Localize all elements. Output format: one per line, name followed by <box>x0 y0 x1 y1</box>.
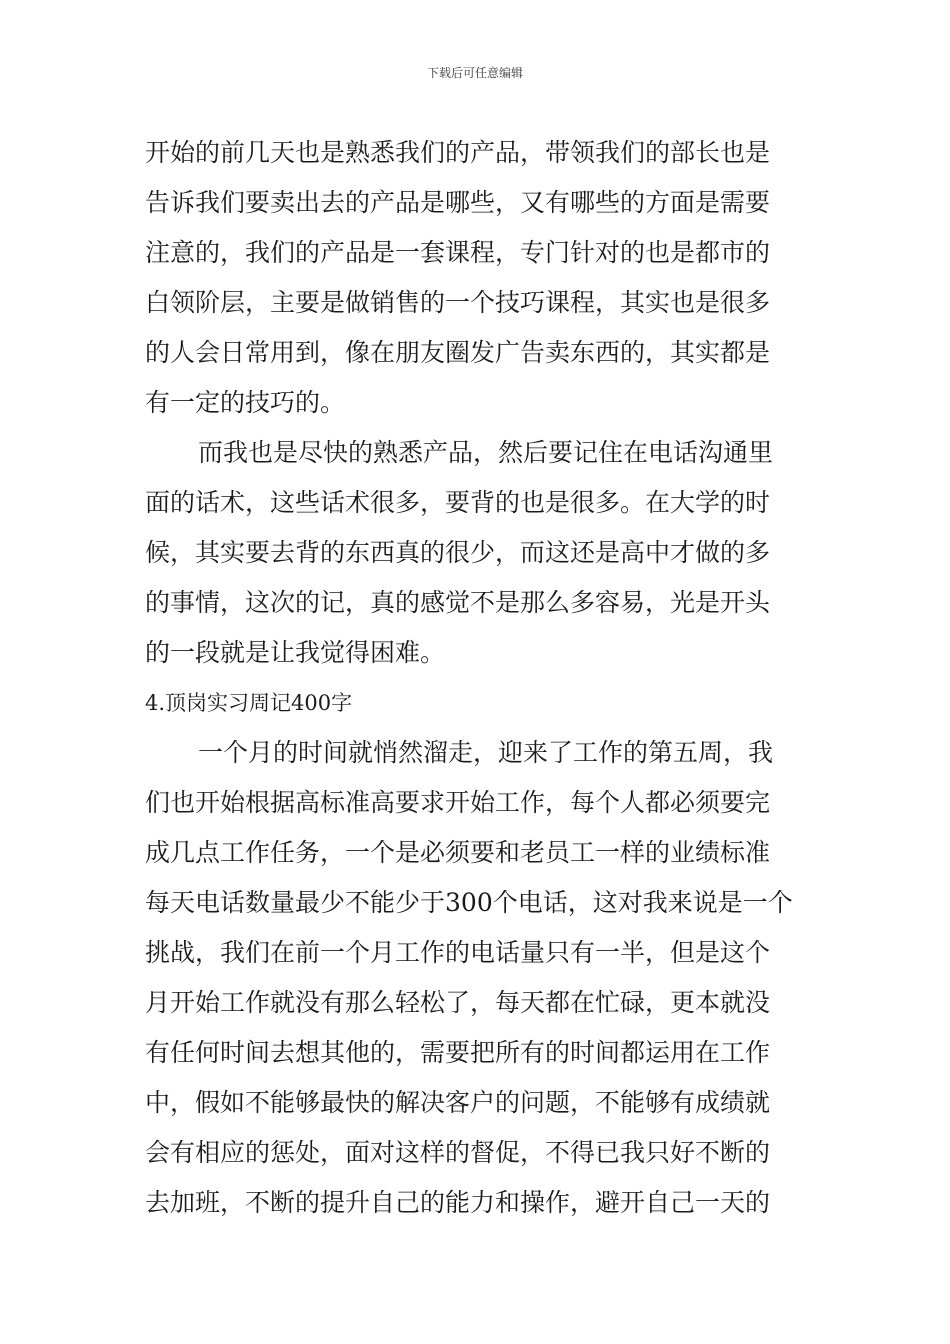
text-line: 告诉我们要卖出去的产品是哪些，又有哪些的方面是需要 <box>145 188 771 217</box>
text-line: 有一定的技巧的。 <box>145 388 346 417</box>
text-line: 注意的，我们的产品是一套课程，专门针对的也是都市的 <box>145 238 771 267</box>
text-line: 一个月的时间就悄然溜走，迎来了工作的第五周，我 <box>198 738 774 767</box>
text-line: 们也开始根据高标准高要求开始工作，每个人都必须要完 <box>145 788 771 817</box>
text-line: 每天电话数量最少不能少于300个电话，这对我来说是一个 <box>145 888 793 917</box>
text-line: 而我也是尽快的熟悉产品，然后要记住在电话沟通里 <box>198 438 774 467</box>
text-line: 会有相应的惩处，面对这样的督促，不得已我只好不断的 <box>145 1138 771 1167</box>
text-line: 开始的前几天也是熟悉我们的产品，带领我们的部长也是 <box>145 138 771 167</box>
section-heading: 4.顶岗实习周记400字 <box>145 691 353 715</box>
text-line: 挑战，我们在前一个月工作的电话量只有一半，但是这个 <box>145 938 771 967</box>
text-line: 成几点工作任务，一个是必须要和老员工一样的业绩标准 <box>145 838 771 867</box>
page-header: 下载后可任意编辑 <box>426 66 523 80</box>
text-line: 有任何时间去想其他的，需要把所有的时间都运用在工作 <box>145 1038 771 1067</box>
text-line: 去加班，不断的提升自己的能力和操作，避开自己一天的 <box>145 1188 771 1217</box>
text-line: 的事情，这次的记，真的感觉不是那么多容易，光是开头 <box>145 588 771 617</box>
text-line: 白领阶层，主要是做销售的一个技巧课程，其实也是很多 <box>145 288 771 317</box>
text-line: 的一段就是让我觉得困难。 <box>145 638 446 667</box>
text-line: 候，其实要去背的东西真的很少，而这还是高中才做的多 <box>145 538 771 567</box>
text-line: 的人会日常用到，像在朋友圈发广告卖东西的，其实都是 <box>145 338 771 367</box>
document-body <box>145 128 810 1228</box>
text-line: 月开始工作就没有那么轻松了，每天都在忙碌，更本就没 <box>145 988 771 1017</box>
text-line: 面的话术，这些话术很多，要背的也是很多。在大学的时 <box>145 488 771 517</box>
text-line: 中，假如不能够最快的解决客户的问题，不能够有成绩就 <box>145 1088 771 1117</box>
